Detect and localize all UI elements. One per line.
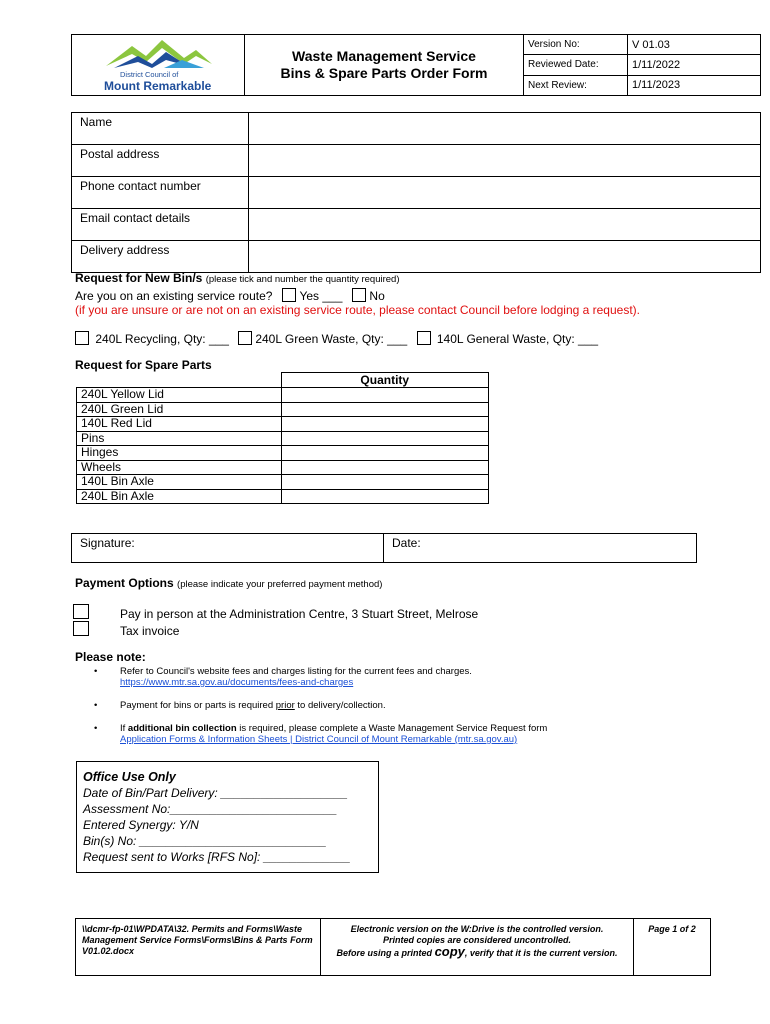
part-qty[interactable] — [281, 388, 489, 403]
fees-link[interactable]: https://www.mtr.sa.gov.au/documents/fees-and-charges — [120, 677, 354, 688]
footer-page-number: Page 1 of 2 — [634, 919, 711, 976]
contact-table — [71, 112, 761, 273]
pay-in-person-checkbox[interactable] — [73, 604, 89, 619]
part-qty[interactable] — [281, 446, 489, 461]
version-label: Version No: — [524, 35, 628, 55]
route-question-row — [75, 288, 755, 303]
route-warning: (if you are unsure or are not on an existing service route, please contact Council before lodging a request). — [75, 303, 640, 317]
list-item — [94, 666, 734, 688]
logo-cell — [72, 35, 245, 96]
footer-table — [75, 918, 711, 976]
footer-control-2: Printed copies are considered uncontrolled. — [382, 935, 572, 945]
table-row — [77, 489, 489, 504]
reviewed-value: 1/11/2022 — [628, 55, 761, 75]
payment-title: Payment Options — [75, 576, 174, 590]
signature-table — [71, 533, 697, 563]
table-row — [77, 431, 489, 446]
table-row — [77, 475, 489, 490]
note-payment-post: to delivery/collection. — [294, 700, 386, 711]
pay-in-person-label: Pay in person at the Administration Centre, 3 Stuart Street, Melrose — [120, 607, 479, 621]
next-review-label: Next Review: — [524, 75, 628, 95]
footer-control-1: Electronic version on the W:Drive is the controlled version. — [350, 924, 604, 934]
footer-control-3-copy: copy — [434, 944, 465, 959]
footer-path: \\dcmr-fp-01\WPDATA\32. Permits and Forms\Waste Management Service Forms\Forms\Bins & Parts Form V01.02.docx — [76, 919, 321, 976]
date-field[interactable] — [384, 534, 697, 563]
footer-control-3-post: , verify that it is the current version. — [464, 948, 618, 958]
tax-invoice-label: Tax invoice — [120, 624, 180, 638]
date-label: Date: — [392, 536, 421, 550]
name-field[interactable] — [249, 113, 761, 145]
list-item — [94, 700, 734, 711]
note-collection-bold: additional bin collection — [127, 723, 237, 734]
bullet-dot: • — [94, 666, 98, 677]
logo-line2: Mount Remarkable — [104, 79, 212, 93]
part-qty[interactable] — [281, 431, 489, 446]
recycling-checkbox[interactable] — [75, 331, 89, 345]
title-line2: Bins & Spare Parts Order Form — [280, 65, 488, 81]
payment-note: (please indicate your preferred payment method) — [177, 579, 383, 590]
next-review-value: 1/11/2023 — [628, 75, 761, 95]
part-name: 240L Yellow Lid — [77, 388, 282, 403]
delivery-field[interactable] — [249, 241, 761, 273]
spare-parts-title: Request for Spare Parts — [75, 358, 212, 372]
office-delivery-date: Date of Bin/Part Delivery: ___________________ — [83, 786, 348, 800]
yes-checkbox[interactable] — [282, 288, 296, 302]
reviewed-label: Reviewed Date: — [524, 55, 628, 75]
note-collection-pre: If — [120, 723, 128, 734]
part-name: Pins — [77, 431, 282, 446]
office-use-box — [76, 761, 379, 873]
no-label: No — [369, 289, 385, 303]
route-question: Are you on an existing service route? — [75, 289, 273, 303]
table-row — [77, 388, 489, 403]
application-forms-link[interactable]: Application Forms & Information Sheets | District Council of Mount Remarkable (mtr.sa.gov.au) — [120, 734, 518, 745]
part-name: 240L Bin Axle — [77, 489, 282, 504]
part-qty[interactable] — [281, 475, 489, 490]
postal-field[interactable] — [249, 145, 761, 177]
tax-invoice-checkbox[interactable] — [73, 621, 89, 636]
email-label: Email contact details — [72, 209, 249, 241]
list-item — [94, 723, 734, 745]
part-qty[interactable] — [281, 402, 489, 417]
part-name: 240L Green Lid — [77, 402, 282, 417]
bin-options-row — [75, 331, 755, 346]
signature-field[interactable] — [72, 534, 384, 563]
quantity-header: Quantity — [281, 373, 489, 388]
part-qty[interactable] — [281, 417, 489, 432]
title-line1: Waste Management Service — [292, 48, 476, 64]
payment-heading — [75, 576, 382, 590]
please-note-title: Please note: — [75, 650, 146, 664]
delivery-label: Delivery address — [72, 241, 249, 273]
no-checkbox[interactable] — [352, 288, 366, 302]
table-row — [77, 446, 489, 461]
green-waste-checkbox[interactable] — [238, 331, 252, 345]
office-rfs-no: Request sent to Works [RFS No]: _____________ — [83, 850, 351, 864]
form-title — [245, 35, 524, 96]
office-bins-no: Bin(s) No: ____________________________ — [83, 834, 327, 848]
general-waste-label: 140L General Waste, Qty: ___ — [436, 332, 599, 346]
office-assessment-no: Assessment No:_________________________ — [83, 802, 338, 816]
name-label: Name — [72, 113, 249, 145]
green-waste-label: 240L Green Waste, Qty: ___ — [255, 332, 408, 346]
part-name: Hinges — [77, 446, 282, 461]
bullet-dot: • — [94, 723, 98, 734]
office-entered-synergy: Entered Synergy: Y/N — [83, 818, 199, 832]
note-fees: Refer to Council's website fees and charges listing for the current fees and charges. — [120, 666, 472, 677]
new-bins-section — [75, 271, 755, 346]
table-row — [77, 460, 489, 475]
footer-control-3-pre: Before using a printed — [336, 948, 435, 958]
new-bins-note: (please tick and number the quantity required) — [205, 274, 400, 285]
logo-line1: District Council of — [120, 70, 179, 79]
version-value: V 01.03 — [628, 35, 761, 55]
yes-label: Yes ___ — [299, 289, 343, 303]
office-use-title: Office Use Only — [83, 770, 176, 784]
general-waste-checkbox[interactable] — [417, 331, 431, 345]
notes-list — [94, 666, 734, 745]
part-qty[interactable] — [281, 489, 489, 504]
new-bins-title: Request for New Bin/s — [75, 271, 203, 285]
part-name: 140L Bin Axle — [77, 475, 282, 490]
table-row — [77, 417, 489, 432]
part-qty[interactable] — [281, 460, 489, 475]
note-collection-post: is required, please complete a Waste Management Service Request form — [236, 723, 548, 734]
note-payment-prior: prior — [275, 700, 295, 711]
part-name: Wheels — [77, 460, 282, 475]
recycling-label: 240L Recycling, Qty: ___ — [95, 332, 229, 346]
footer-control — [321, 919, 634, 976]
phone-label: Phone contact number — [72, 177, 249, 209]
parts-header-blank — [77, 373, 282, 388]
postal-label: Postal address — [72, 145, 249, 177]
bullet-dot: • — [94, 700, 98, 711]
note-payment-pre: Payment for bins or parts is required — [120, 700, 276, 711]
spare-parts-table — [76, 372, 489, 504]
header-table — [71, 34, 761, 96]
phone-field[interactable] — [249, 177, 761, 209]
email-field[interactable] — [249, 209, 761, 241]
signature-label: Signature: — [80, 536, 135, 550]
council-logo-icon — [104, 38, 214, 70]
table-row — [77, 402, 489, 417]
part-name: 140L Red Lid — [77, 417, 282, 432]
new-bins-heading — [75, 271, 755, 285]
